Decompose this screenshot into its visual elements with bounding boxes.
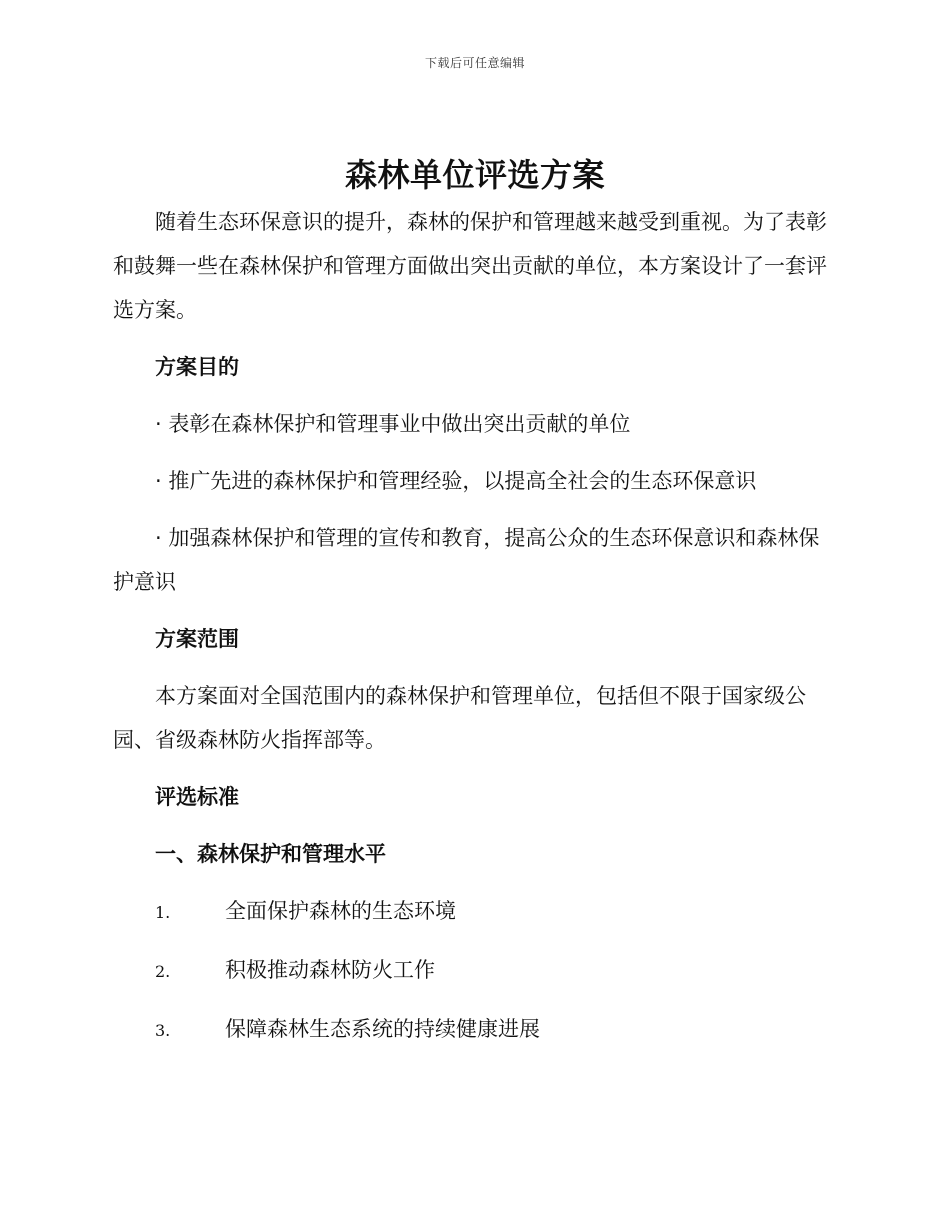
list-item-number: 2. [155,962,171,981]
purpose-bullet: · 表彰在森林保护和管理事业中做出突出贡献的单位 [155,412,631,436]
list-item-text: 全面保护森林的生态环境 [225,899,456,923]
purpose-heading: 方案目的 [155,355,239,379]
list-item [113,948,833,994]
header-note: 下载后可任意编辑 [424,56,525,70]
list-item-text: 保障森林生态系统的持续健康进展 [225,1017,540,1041]
document-body [113,200,833,1053]
document-title: 森林单位评选方案 [344,156,605,194]
criteria-section-heading: 一、森林保护和管理水平 [155,842,386,866]
purpose-bullet: · 加强森林保护和管理的宣传和教育，提高公众的生态环保意识和森林保护意识 [113,526,820,594]
list-item-text: 积极推动森林防火工作 [225,958,435,982]
intro-paragraph: 随着生态环保意识的提升，森林的保护和管理越来越受到重视。为了表彰和鼓舞一些在森林保护和管理方面做出突出贡献的单位，本方案设计了一套评选方案。 [113,210,827,322]
list-item [113,1007,833,1053]
scope-paragraph: 本方案面对全国范围内的森林保护和管理单位，包括但不限于国家级公园、省级森林防火指挥部等。 [113,684,806,752]
purpose-bullet: · 推广先进的森林保护和管理经验，以提高全社会的生态环保意识 [155,469,757,493]
list-item-number: 1. [155,903,171,922]
scope-heading: 方案范围 [155,627,239,651]
criteria-heading: 评选标准 [155,785,239,809]
list-item-number: 3. [155,1021,171,1040]
list-item [113,889,833,935]
